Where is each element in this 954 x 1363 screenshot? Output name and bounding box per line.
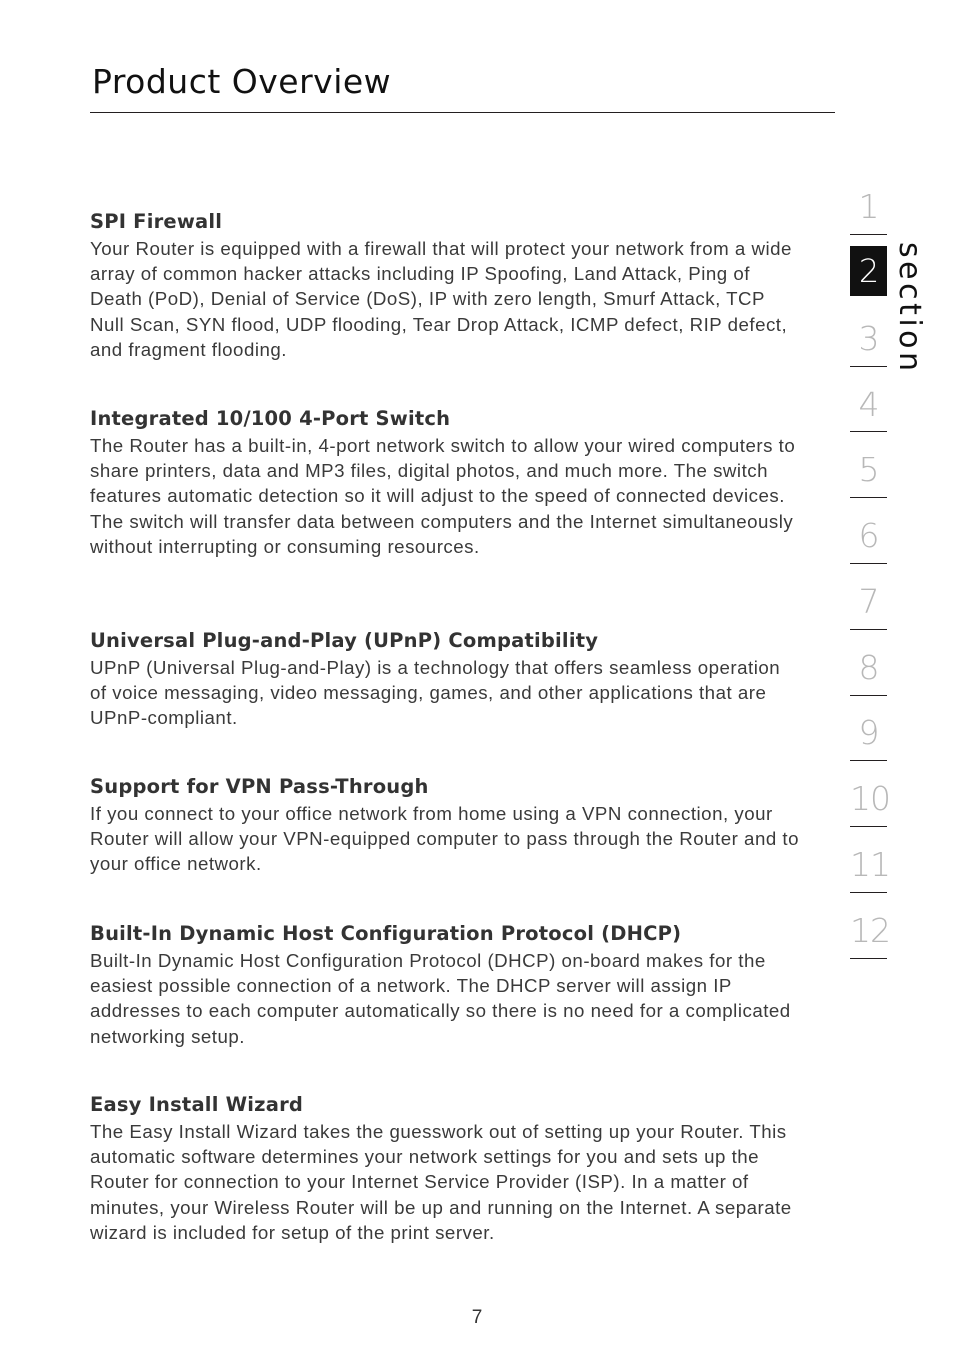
section-nav-item-9[interactable]: 9 bbox=[858, 713, 879, 752]
section-body: Built-In Dynamic Host Configuration Protocol (DHCP) on-board makes for the easiest possible connection of a network. The DHCP server will assign IP addresses to each computer automatically so there is no need for a complicated networking setup. bbox=[90, 950, 791, 1047]
section-body: If you connect to your office network from home using a VPN connection, your Router will allow your VPN-equipped computer to pass through the Router and to your office network. bbox=[90, 803, 800, 875]
section-easy-install bbox=[90, 1093, 800, 1245]
nav-divider bbox=[850, 431, 887, 432]
section-dhcp bbox=[90, 922, 800, 1049]
section-body: The Easy Install Wizard takes the guesswork out of setting up your Router. This automatic software determines your network settings for you and sets up the Router for connection to your Internet Service Provider (ISP). In a matter of minutes, your Wireless Router will be up and running on the Internet. A separate wizard is included for setup of the print server. bbox=[90, 1121, 792, 1243]
section-body: The Router has a built-in, 4-port network switch to allow your wired computers to share printers, data and MP3 files, digital photos, and much more. The switch features automatic detection so it will adjust to the speed of connected devices. The switch will transfer data between computers and the Internet simultaneously without interrupting or consuming resources. bbox=[90, 435, 796, 557]
section-label-text: section bbox=[892, 242, 927, 375]
section-heading: SPI Firewall bbox=[90, 210, 223, 233]
section-nav-item-7[interactable]: 7 bbox=[858, 582, 879, 621]
section-label bbox=[892, 242, 933, 375]
section-upnp bbox=[90, 629, 800, 731]
title-divider bbox=[90, 112, 835, 113]
nav-divider bbox=[850, 366, 887, 367]
section-nav-item-1[interactable]: 1 bbox=[858, 187, 879, 226]
section-heading: Built-In Dynamic Host Configuration Protocol (DHCP) bbox=[90, 922, 682, 945]
section-spi-firewall bbox=[90, 210, 800, 362]
page-number: 7 bbox=[471, 1307, 483, 1328]
nav-divider bbox=[850, 958, 887, 959]
section-nav-item-8[interactable]: 8 bbox=[858, 648, 879, 687]
nav-divider bbox=[850, 234, 887, 235]
section-nav-item-5[interactable]: 5 bbox=[858, 450, 879, 489]
section-nav-item-10[interactable]: 10 bbox=[850, 779, 890, 818]
nav-divider bbox=[850, 826, 887, 827]
nav-divider bbox=[850, 563, 887, 564]
section-nav-item-3[interactable]: 3 bbox=[858, 319, 879, 358]
nav-divider bbox=[850, 695, 887, 696]
nav-divider bbox=[850, 760, 887, 761]
section-nav-item-6[interactable]: 6 bbox=[858, 516, 879, 555]
section-integrated-switch bbox=[90, 407, 800, 559]
section-heading: Support for VPN Pass-Through bbox=[90, 775, 429, 798]
section-nav-item-2[interactable]: 2 bbox=[850, 246, 887, 296]
section-vpn bbox=[90, 775, 800, 877]
section-heading: Easy Install Wizard bbox=[90, 1093, 304, 1116]
section-heading: Integrated 10/100 4-Port Switch bbox=[90, 407, 451, 430]
page-title: Product Overview bbox=[92, 62, 392, 101]
section-body: Your Router is equipped with a firewall that will protect your network from a wide array of common hacker attacks including IP Spoofing, Land Attack, Ping of Death (PoD), Denial of Service (DoS), IP with zero length, Smurf Attack, TCP Null Scan, SYN flood, UDP flooding, Tear Drop Attack, ICMP defect, RIP defect, and fragment flooding. bbox=[90, 238, 792, 360]
section-nav-item-11[interactable]: 11 bbox=[850, 845, 890, 884]
nav-divider bbox=[850, 629, 887, 630]
section-body: UPnP (Universal Plug-and-Play) is a technology that offers seamless operation of voice messaging, video messaging, games, and other applications that are UPnP-compliant. bbox=[90, 657, 781, 729]
section-nav-item-4[interactable]: 4 bbox=[858, 385, 879, 424]
nav-divider bbox=[850, 497, 887, 498]
nav-divider bbox=[850, 892, 887, 893]
section-nav-item-12[interactable]: 12 bbox=[850, 911, 890, 950]
section-heading: Universal Plug-and-Play (UPnP) Compatibility bbox=[90, 629, 599, 652]
